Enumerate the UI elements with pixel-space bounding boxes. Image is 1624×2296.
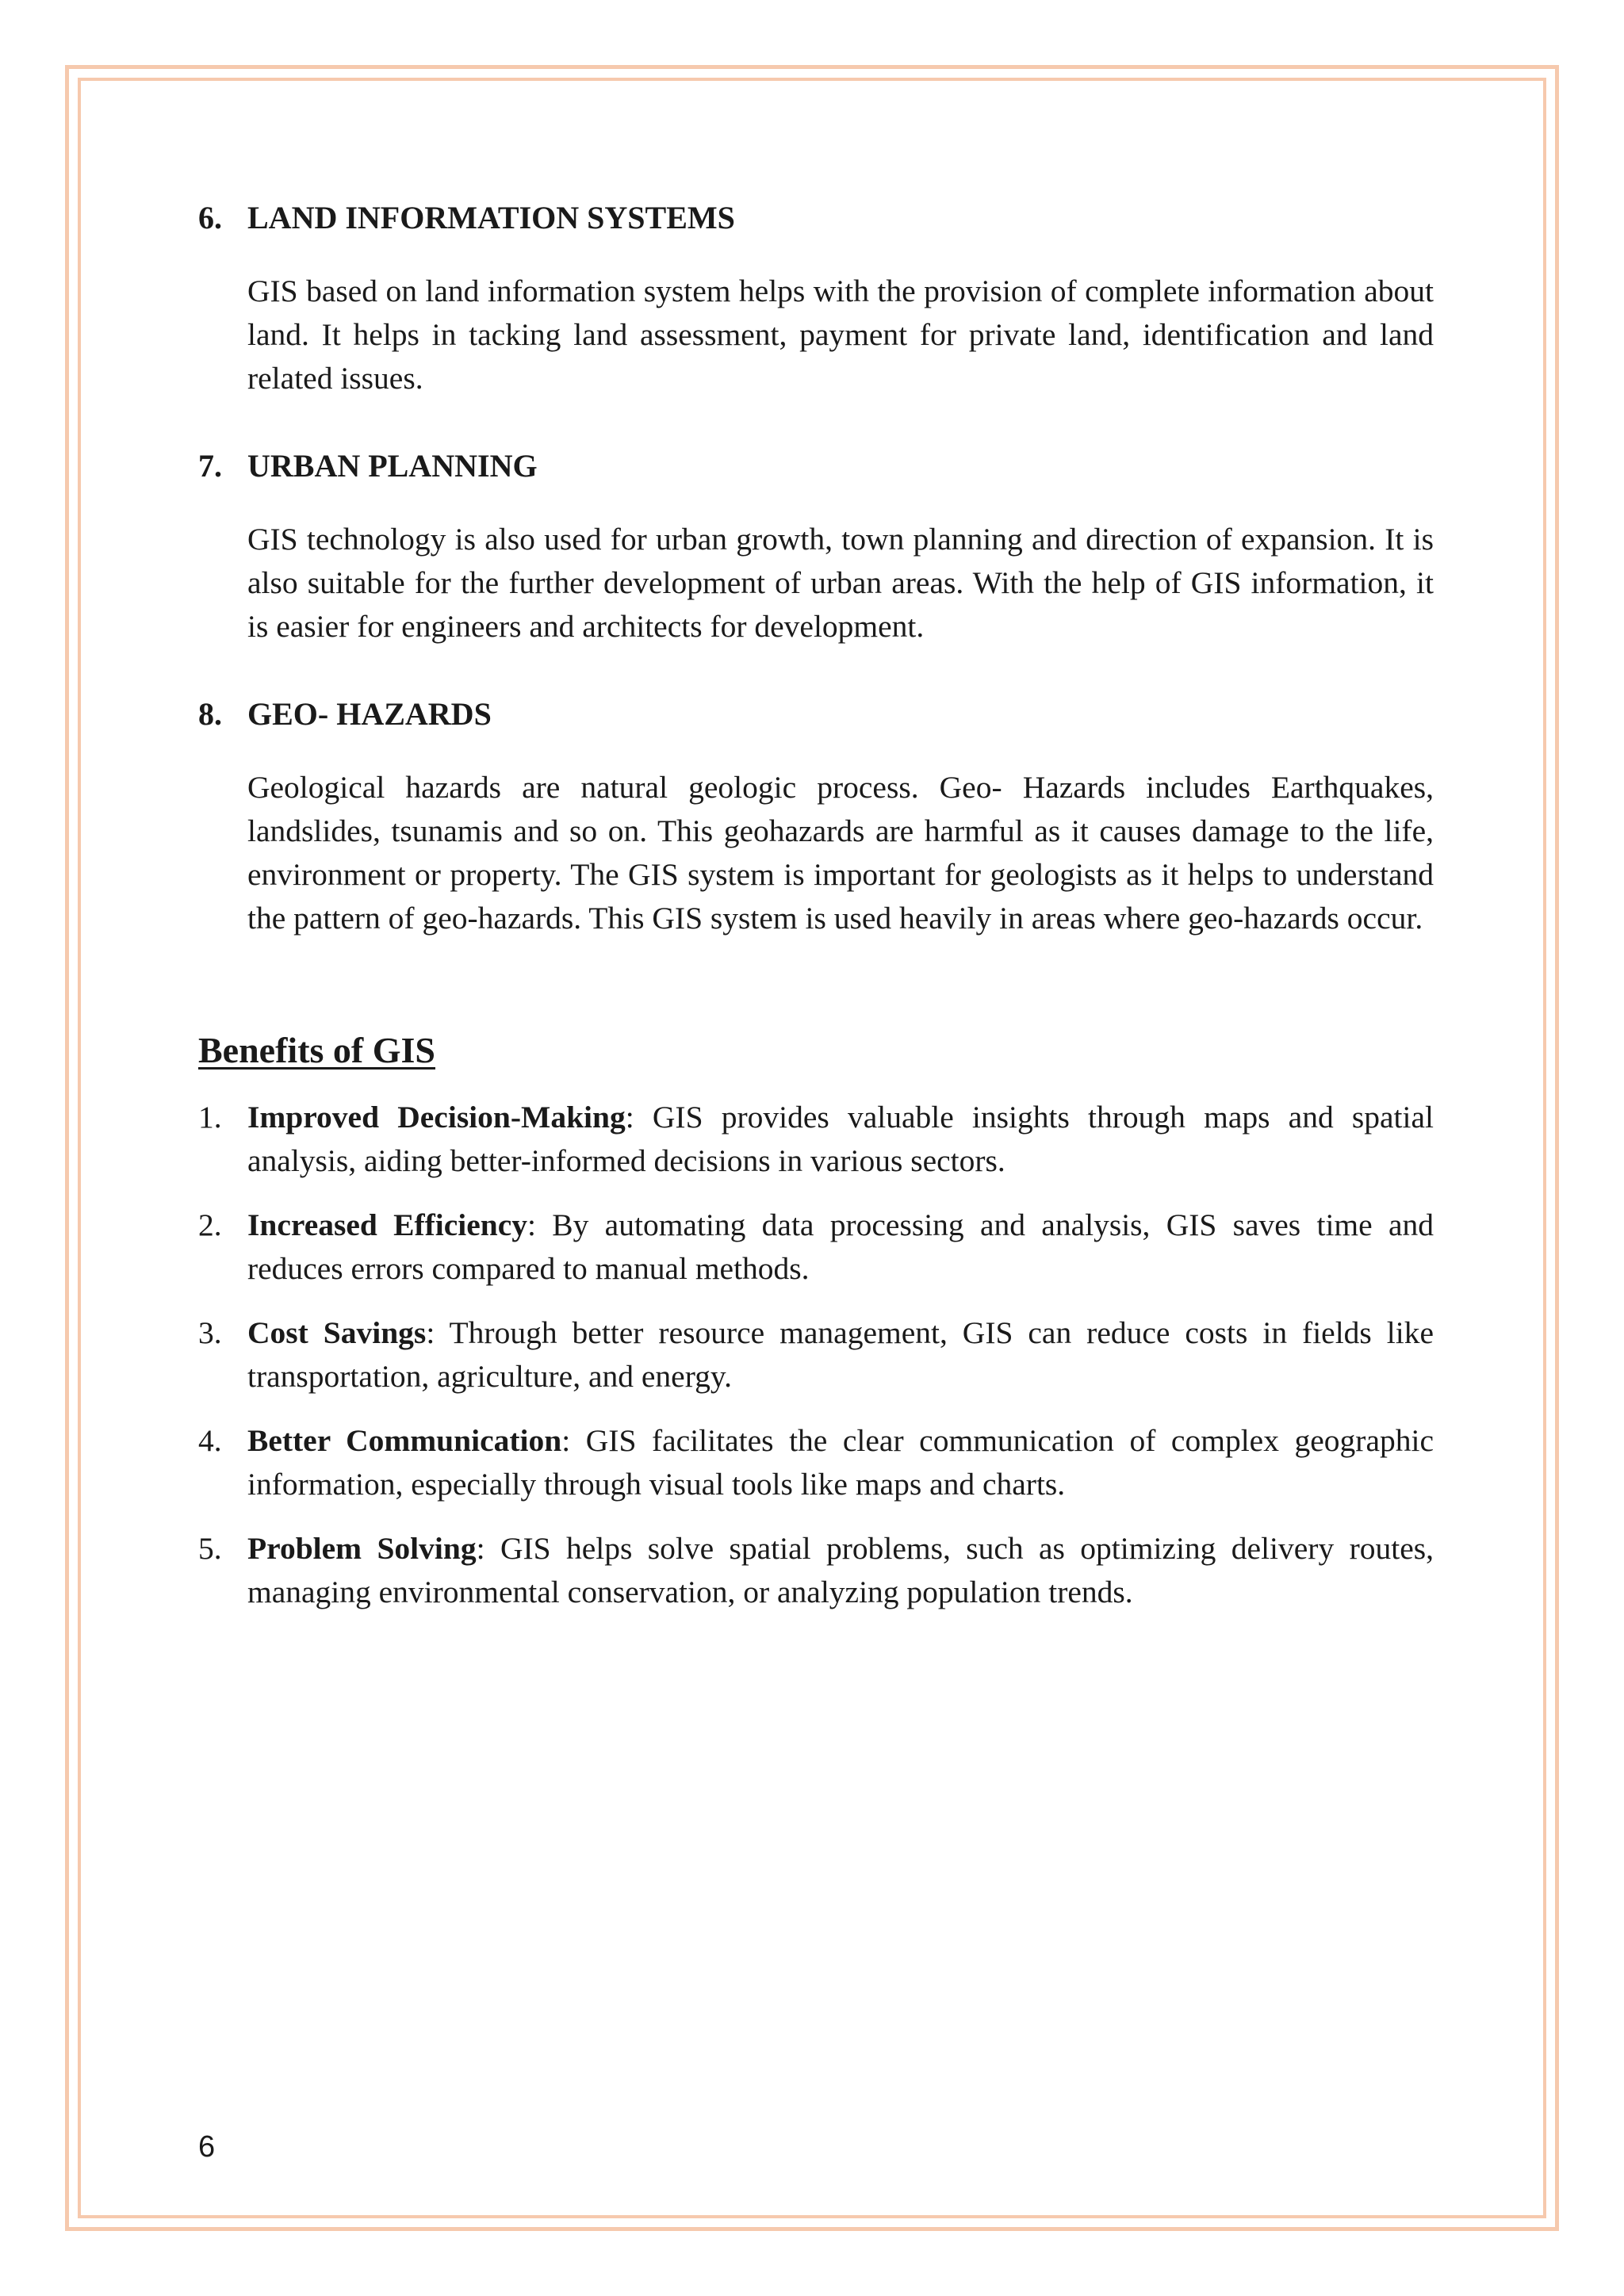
- section-title: GEO- HAZARDS: [247, 696, 492, 732]
- section-title: LAND INFORMATION SYSTEMS: [247, 200, 735, 235]
- list-item: [198, 1311, 1434, 1399]
- list-item-text: [247, 1419, 1434, 1506]
- benefit-description: : GIS provides valuable insights through maps and spatial analysis, aiding better-informed decisions in various sectors.: [247, 1100, 1434, 1178]
- section-body: Geological hazards are natural geologic process. Geo- Hazards includes Earthquakes, landslides, tsunamis and so on. This geohazards are harmful as it causes damage to the life, environment or property. The GIS system is important for geologists as it helps to understand the pattern of geo-hazards. This GIS system is used heavily in areas where geo-hazards occur.: [247, 770, 1434, 936]
- list-item-text: [247, 1527, 1434, 1614]
- benefit-term: Increased Efficiency: [247, 1207, 528, 1242]
- section-heading: [198, 200, 1434, 236]
- list-item-number: 2.: [198, 1207, 222, 1242]
- section-heading: [198, 696, 1434, 733]
- section-title: URBAN PLANNING: [247, 448, 538, 484]
- section-land-information-systems: [198, 200, 1434, 400]
- section-body: GIS technology is also used for urban growth, town planning and direction of expansion. It is also suitable for the further development of urban areas. With the help of GIS information, it is easier for engineers and architects for development.: [247, 522, 1434, 644]
- page-content: [198, 200, 1434, 1635]
- benefit-description: : GIS helps solve spatial problems, such as optimizing delivery routes, managing environmental conservation, or analyzing population trends.: [247, 1531, 1434, 1609]
- benefit-description: : Through better resource management, GIS can reduce costs in fields like transportation, agriculture, and energy.: [247, 1315, 1434, 1394]
- benefit-description: : GIS facilitates the clear communication of complex geographic information, especially through visual tools like maps and charts.: [247, 1423, 1434, 1502]
- benefit-description: : By automating data processing and analysis, GIS saves time and reduces errors compared to manual methods.: [247, 1207, 1434, 1286]
- page-number: 6: [198, 2130, 216, 2164]
- list-item-text: [247, 1096, 1434, 1183]
- benefits-heading: Benefits of GIS: [198, 1030, 435, 1070]
- section-urban-planning: [198, 448, 1434, 649]
- section-geo-hazards: [198, 696, 1434, 940]
- section-number: 6.: [198, 200, 222, 235]
- benefit-term: Better Communication: [247, 1423, 562, 1458]
- benefit-term: Problem Solving: [247, 1531, 477, 1566]
- list-item-text: [247, 1203, 1434, 1291]
- section-number: 7.: [198, 448, 222, 484]
- benefits-list: [198, 1096, 1434, 1614]
- benefit-term: Improved Decision-Making: [247, 1100, 626, 1135]
- section-number: 8.: [198, 696, 222, 732]
- list-item-number: 4.: [198, 1423, 222, 1458]
- section-heading: [198, 448, 1434, 484]
- list-item: [198, 1527, 1434, 1614]
- list-item: [198, 1096, 1434, 1183]
- list-item: [198, 1419, 1434, 1506]
- list-item-number: 3.: [198, 1315, 222, 1350]
- benefit-term: Cost Savings: [247, 1315, 427, 1350]
- list-item: [198, 1203, 1434, 1291]
- section-body: GIS based on land information system helps with the provision of complete information about land. It helps in tacking land assessment, payment for private land, identification and land related issues.: [247, 274, 1434, 396]
- list-item-number: 1.: [198, 1100, 222, 1135]
- list-item-text: [247, 1311, 1434, 1399]
- list-item-number: 5.: [198, 1531, 222, 1566]
